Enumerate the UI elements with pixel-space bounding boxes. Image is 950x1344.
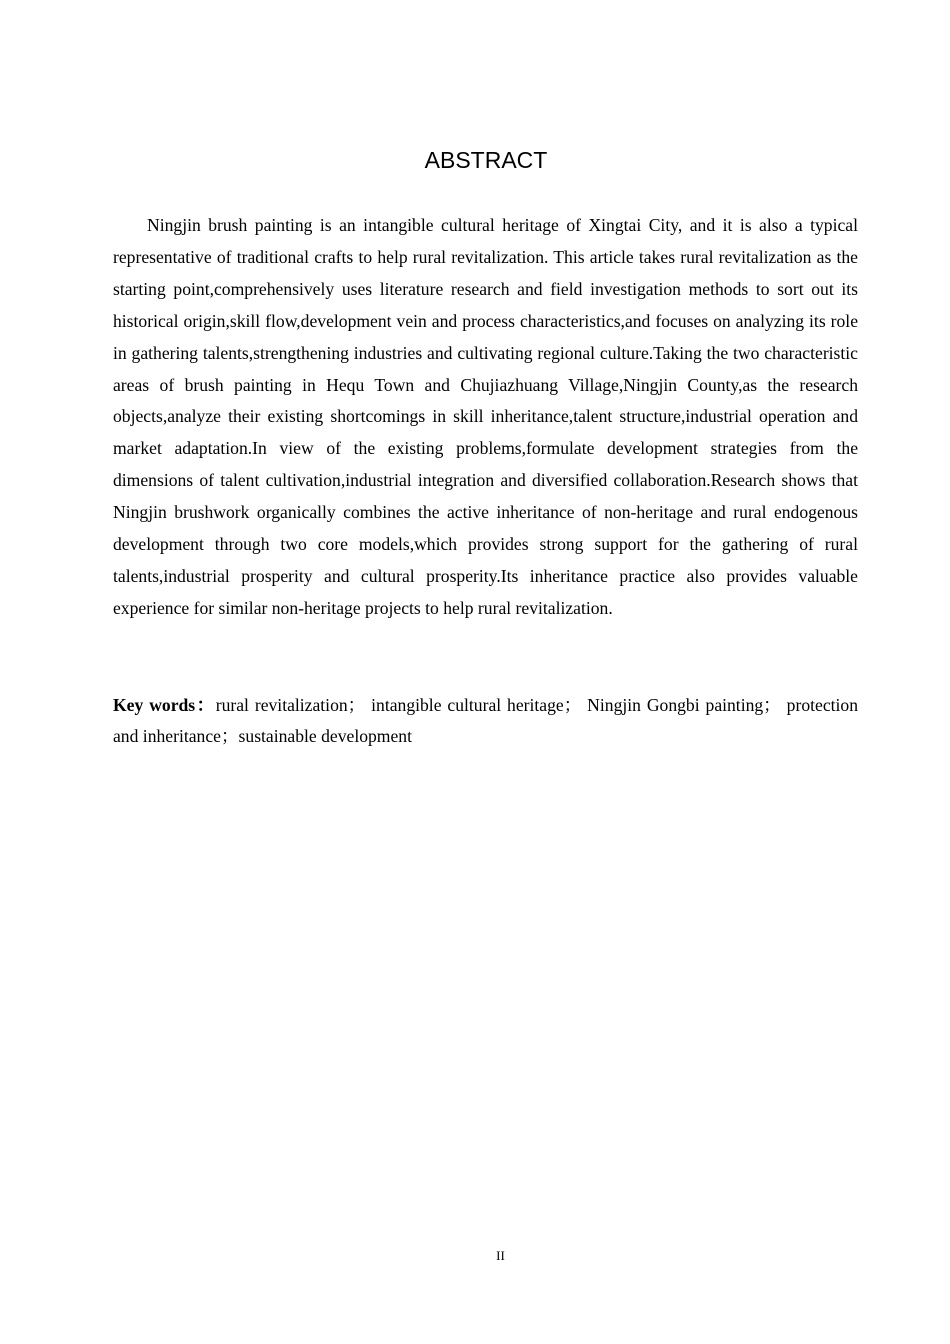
keywords-list: rural revitalization； intangible cultural heritage； Ningjin Gongbi painting； protection and inheritance；sustainable development bbox=[113, 695, 858, 746]
keywords-line bbox=[113, 690, 858, 752]
abstract-paragraph: Ningjin brush painting is an intangible cultural heritage of Xingtai City, and it is also a typical representative of traditional crafts to help rural revitalization. This article takes rural revitalization as the starting point,comprehensively uses literature research and field investigation methods to sort out its historical origin,skill flow,development vein and process characteristics,and focuses on analyzing its role in gathering talents,strengthening industries and cultivating regional culture.Taking the two characteristic areas of brush painting in Hequ Town and Chujiazhuang Village,Ningjin County,as the research objects,analyze their existing shortcomings in skill inheritance,talent structure,industrial operation and market adaptation.In view of the existing problems,formulate development strategies from the dimensions of talent cultivation,industrial integration and diversified collaboration.Research shows that Ningjin brushwork organically combines the active inheritance of non-heritage and rural endogenous development through two core models,which provides strong support for the gathering of rural talents,industrial prosperity and cultural prosperity.Its inheritance practice also provides valuable experience for similar non-heritage projects to help rural revitalization. bbox=[113, 215, 858, 618]
keywords-label: Key words： bbox=[113, 695, 216, 715]
page-number: II bbox=[496, 1248, 505, 1263]
abstract-heading: ABSTRACT bbox=[424, 147, 548, 173]
